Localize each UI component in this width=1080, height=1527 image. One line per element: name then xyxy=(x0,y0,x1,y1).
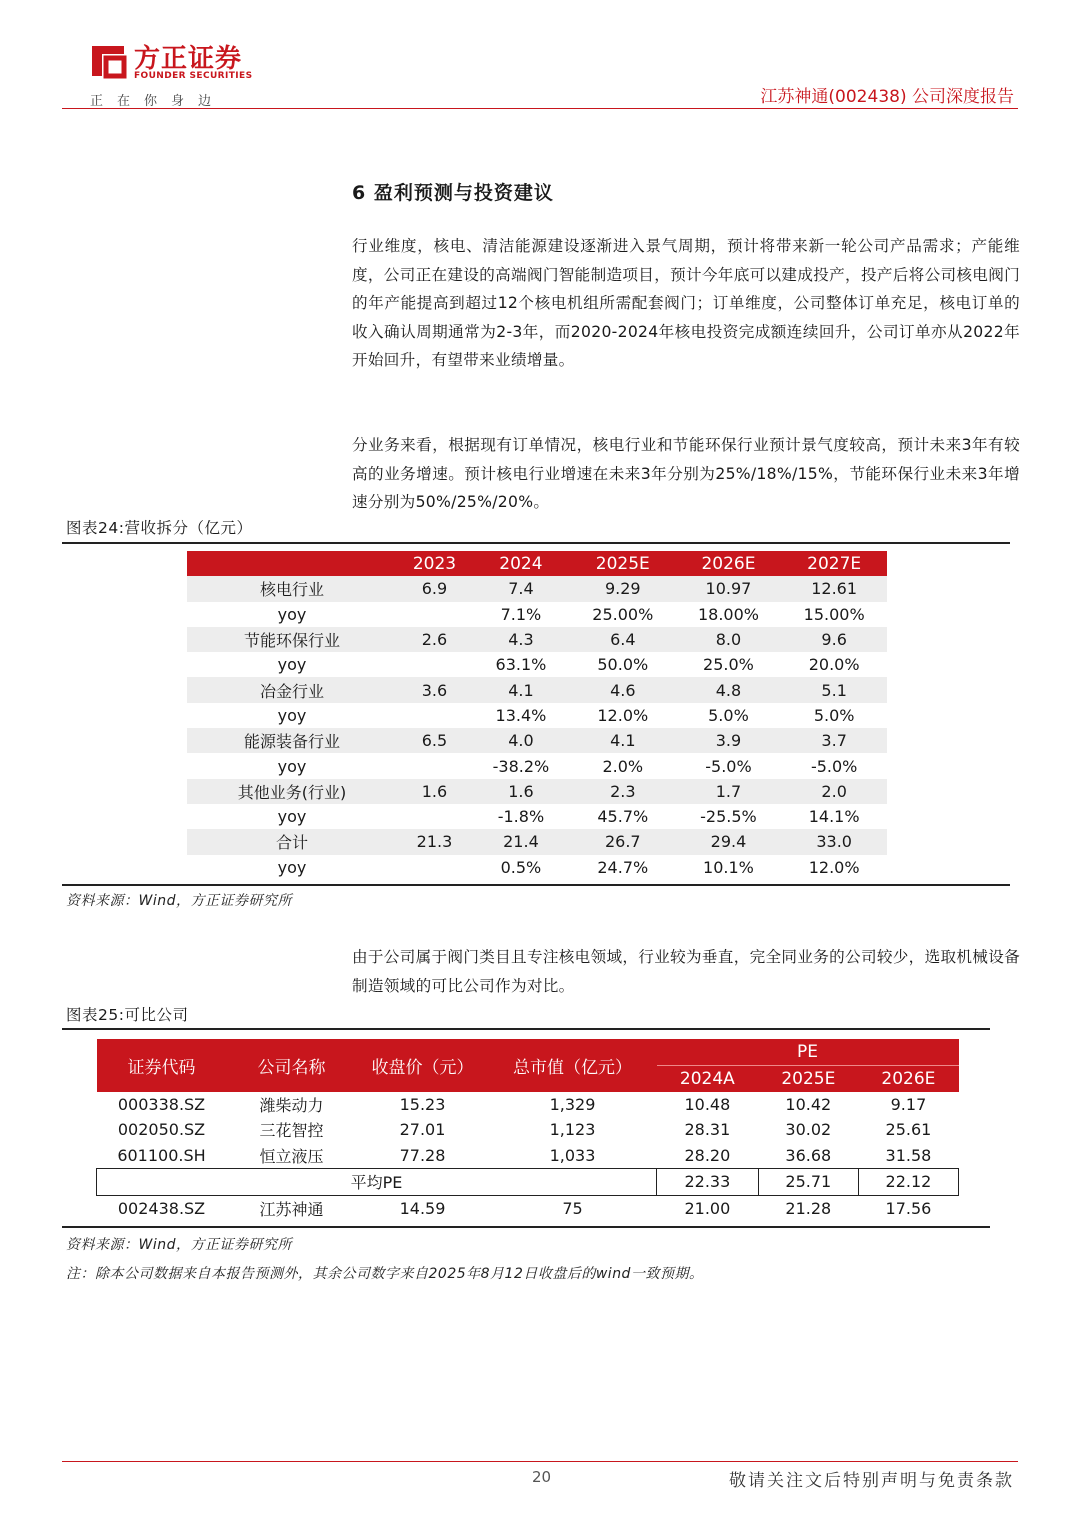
row-label: yoy xyxy=(277,604,307,624)
table-cell: 25.0% xyxy=(703,655,754,675)
average-pe-label: 平均PE xyxy=(97,1169,657,1196)
header-year: 2025E xyxy=(758,1066,858,1092)
page-number: 20 xyxy=(532,1468,552,1486)
table-cell: 21.00 xyxy=(684,1198,731,1218)
row-label: 冶金行业 xyxy=(187,677,397,702)
table24-body xyxy=(187,576,887,880)
table-cell xyxy=(397,804,472,829)
header-cell: 2024 xyxy=(472,551,570,576)
header-cell xyxy=(187,551,397,576)
table-cell: 63.1% xyxy=(495,655,547,675)
table-cell: 29.4 xyxy=(676,829,782,854)
table-cell: 4.3 xyxy=(472,627,570,652)
table-cell: -5.0% xyxy=(810,756,858,776)
table-cell: 三花智控 xyxy=(259,1121,324,1141)
report-title: 江苏神通(002438) 公司深度报告 xyxy=(760,87,1014,107)
table24-bottom-rule xyxy=(62,884,1010,886)
table-cell: 12.0% xyxy=(808,857,860,877)
table-row xyxy=(97,1117,959,1143)
header-cell: 2025E xyxy=(570,551,676,576)
table-cell: 1,033 xyxy=(549,1145,596,1165)
header-price: 收盘价（元） xyxy=(357,1039,489,1092)
table-cell: -25.5% xyxy=(700,807,757,827)
paragraph-segments: 分业务来看，根据现有订单情况，核电行业和节能环保行业预计景气度较高，预计未来3年有较高的业务增速。预计核电行业增速在未来3年分别为25%/18%/15%，节能环保行业未来3年增速分别为50%/25%/20%。 xyxy=(352,436,1020,511)
table25-note: 注：除本公司数据来自本报告预测外，其余公司数字来自2025年8月12日收盘后的wind一致预期。 xyxy=(66,1266,704,1282)
table-row xyxy=(187,779,887,804)
table-cell: 10.97 xyxy=(676,576,782,601)
table25-source: 资料来源：Wind，方正证券研究所 xyxy=(66,1237,292,1253)
table-cell: 9.29 xyxy=(570,576,676,601)
average-pe-cell: 22.33 xyxy=(657,1169,759,1196)
table-cell: 0.5% xyxy=(500,857,542,877)
table-cell: 002438.SZ xyxy=(117,1198,206,1218)
header-cell: 2026E xyxy=(676,551,782,576)
row-label: 节能环保行业 xyxy=(187,627,397,652)
table-cell: -38.2% xyxy=(492,756,550,776)
table-row xyxy=(187,576,887,601)
table-cell: 2.0% xyxy=(602,756,644,776)
table-cell: 12.0% xyxy=(597,705,649,725)
header-year: 2026E xyxy=(858,1066,958,1092)
header-cell: 2027E xyxy=(781,551,887,576)
table-cell xyxy=(397,753,472,778)
table-cell: 28.20 xyxy=(684,1145,731,1165)
table-cell: 45.7% xyxy=(597,807,649,827)
table25-bottom-rule xyxy=(62,1226,990,1228)
table-cell xyxy=(397,602,472,627)
disclaimer-link: 敬请关注文后特别声明与免责条款 xyxy=(729,1471,1014,1491)
table-cell: 恒立液压 xyxy=(259,1146,324,1166)
table-row xyxy=(187,703,887,728)
table-cell xyxy=(397,855,472,880)
average-pe-cell: 25.71 xyxy=(758,1169,858,1196)
table-row xyxy=(187,728,887,753)
table-row xyxy=(97,1092,959,1118)
table-cell: 21.3 xyxy=(397,829,472,854)
table-header-row xyxy=(187,551,887,576)
table-row xyxy=(187,829,887,854)
table-cell: 15.23 xyxy=(399,1094,446,1114)
table-cell: 10.42 xyxy=(785,1094,832,1114)
table-row xyxy=(187,602,887,627)
brand-logo xyxy=(88,38,258,110)
target-company-row xyxy=(97,1195,959,1221)
table-cell: 77.28 xyxy=(399,1145,446,1165)
brand-name-en: FOUNDER SECURITIES xyxy=(134,71,253,81)
table-cell: 2.3 xyxy=(570,779,676,804)
table-cell: 601100.SH xyxy=(117,1145,206,1165)
table25-top-rule xyxy=(62,1028,990,1030)
table-cell: 4.1 xyxy=(570,728,676,753)
table-cell: 2.6 xyxy=(397,627,472,652)
row-label: yoy xyxy=(277,807,307,827)
row-label: 核电行业 xyxy=(187,576,397,601)
table-cell: 33.0 xyxy=(781,829,887,854)
table-cell: 28.31 xyxy=(684,1120,731,1140)
table-cell: 21.4 xyxy=(472,829,570,854)
table-cell: 7.1% xyxy=(500,604,542,624)
table-row xyxy=(187,652,887,677)
table-row xyxy=(187,627,887,652)
table-cell: 1,123 xyxy=(549,1120,596,1140)
table-cell: 75 xyxy=(562,1198,583,1218)
table-cell: 5.0% xyxy=(708,705,749,725)
table-header-row xyxy=(97,1039,959,1066)
table-cell: 24.7% xyxy=(597,857,649,877)
brand-name-cn: 方正证券 xyxy=(134,44,243,74)
table-cell: 潍柴动力 xyxy=(259,1095,324,1115)
table-cell: 3.6 xyxy=(397,677,472,702)
row-label: 合计 xyxy=(187,829,397,854)
row-label: 能源装备行业 xyxy=(187,728,397,753)
table-cell: 4.1 xyxy=(472,677,570,702)
table-cell: 30.02 xyxy=(785,1120,832,1140)
table-cell: 26.7 xyxy=(570,829,676,854)
table-cell xyxy=(397,652,472,677)
table-row xyxy=(97,1143,959,1169)
table-cell: 27.01 xyxy=(399,1120,446,1140)
table-cell: 9.6 xyxy=(781,627,887,652)
average-pe-cell: 22.12 xyxy=(858,1169,958,1196)
table-cell: 8.0 xyxy=(676,627,782,652)
table-cell: 5.0% xyxy=(813,705,855,725)
table-cell: 7.4 xyxy=(472,576,570,601)
header-name: 公司名称 xyxy=(227,1039,357,1092)
table-row xyxy=(187,855,887,880)
table-cell: 000338.SZ xyxy=(117,1094,206,1114)
table-cell: 002050.SZ xyxy=(117,1120,206,1140)
table-cell: 江苏神通 xyxy=(259,1199,324,1219)
table-cell: 14.1% xyxy=(808,807,860,827)
table-row xyxy=(187,677,887,702)
row-label: yoy xyxy=(277,756,307,776)
row-label: 其他业务(行业) xyxy=(187,779,397,804)
table-cell: -1.8% xyxy=(497,807,545,827)
paragraph-industry: 行业维度，核电、清洁能源建设逐渐进入景气周期，预计将带来新一轮公司产品需求；产能维度，公司正在建设的高端阀门智能制造项目，预计今年底可以建成投产，投产后将公司核电阀门的年产能提高到超过12个核电机组所需配套阀门；订单维度，公司整体订单充足，核电订单的收入确认周期通常为2-3年，而2020-2024年核电投资完成额连续回升，公司订单亦从2022年开始回升，有望带来业绩增量。 xyxy=(352,237,1020,369)
table-cell: 9.17 xyxy=(890,1094,927,1114)
table-cell: 12.61 xyxy=(781,576,887,601)
table-cell: 21.28 xyxy=(785,1198,832,1218)
table-cell: 4.6 xyxy=(570,677,676,702)
row-label: yoy xyxy=(277,655,307,675)
header-pe: PE xyxy=(657,1039,959,1066)
table-cell xyxy=(397,703,472,728)
table-cell: 1.6 xyxy=(472,779,570,804)
brand-slogan: 正在你身边 xyxy=(90,94,226,109)
header-divider xyxy=(62,108,1018,109)
table-row xyxy=(187,804,887,829)
table-cell: 50.0% xyxy=(597,655,649,675)
table-cell: 25.00% xyxy=(592,604,654,624)
comparable-companies-table xyxy=(96,1039,959,1221)
table-cell: 2.0 xyxy=(781,779,887,804)
table24-source: 资料来源：Wind，方正证券研究所 xyxy=(66,893,292,909)
section-title: 6 盈利预测与投资建议 xyxy=(352,182,554,204)
table-row xyxy=(187,753,887,778)
table-cell: 6.4 xyxy=(570,627,676,652)
paragraph-comparables: 由于公司属于阀门类目且专注核电领域，行业较为垂直，完全同业务的公司较少，选取机械设备制造领域的可比公司作为对比。 xyxy=(352,948,1020,995)
table25-body xyxy=(97,1092,959,1169)
header-code: 证券代码 xyxy=(97,1039,227,1092)
founder-logo-icon xyxy=(88,40,128,80)
table-cell: 3.7 xyxy=(781,728,887,753)
table24-top-rule xyxy=(62,542,1010,544)
table-cell: 15.00% xyxy=(803,604,865,624)
table-cell: 20.0% xyxy=(808,655,860,675)
table25-caption: 图表25:可比公司 xyxy=(66,1006,189,1024)
table-cell: 17.56 xyxy=(885,1198,932,1218)
revenue-breakdown-table xyxy=(187,551,887,880)
row-label: yoy xyxy=(277,705,307,725)
header-cell: 2023 xyxy=(397,551,472,576)
table-cell: 14.59 xyxy=(399,1198,446,1218)
average-pe-row xyxy=(97,1169,959,1196)
header-mcap: 总市值（亿元） xyxy=(489,1039,657,1092)
table-cell: 10.1% xyxy=(703,857,754,877)
table-cell: 4.0 xyxy=(472,728,570,753)
table-cell: 10.48 xyxy=(684,1094,731,1114)
table24-caption: 图表24:营收拆分（亿元） xyxy=(66,519,253,537)
table-cell: -5.0% xyxy=(705,756,752,776)
table-cell: 18.00% xyxy=(697,604,759,624)
table-cell: 4.8 xyxy=(676,677,782,702)
table-cell: 1.7 xyxy=(676,779,782,804)
header-year: 2024A xyxy=(657,1066,759,1092)
table-cell: 25.61 xyxy=(885,1120,932,1140)
table-cell: 36.68 xyxy=(785,1145,832,1165)
table-cell: 3.9 xyxy=(676,728,782,753)
footer-divider xyxy=(62,1461,1018,1462)
table-cell: 6.9 xyxy=(397,576,472,601)
table-cell: 6.5 xyxy=(397,728,472,753)
table-cell: 31.58 xyxy=(885,1145,932,1165)
table-cell: 1,329 xyxy=(549,1094,596,1114)
row-label: yoy xyxy=(277,857,307,877)
table-cell: 13.4% xyxy=(495,705,547,725)
table-cell: 1.6 xyxy=(397,779,472,804)
table-cell: 5.1 xyxy=(781,677,887,702)
